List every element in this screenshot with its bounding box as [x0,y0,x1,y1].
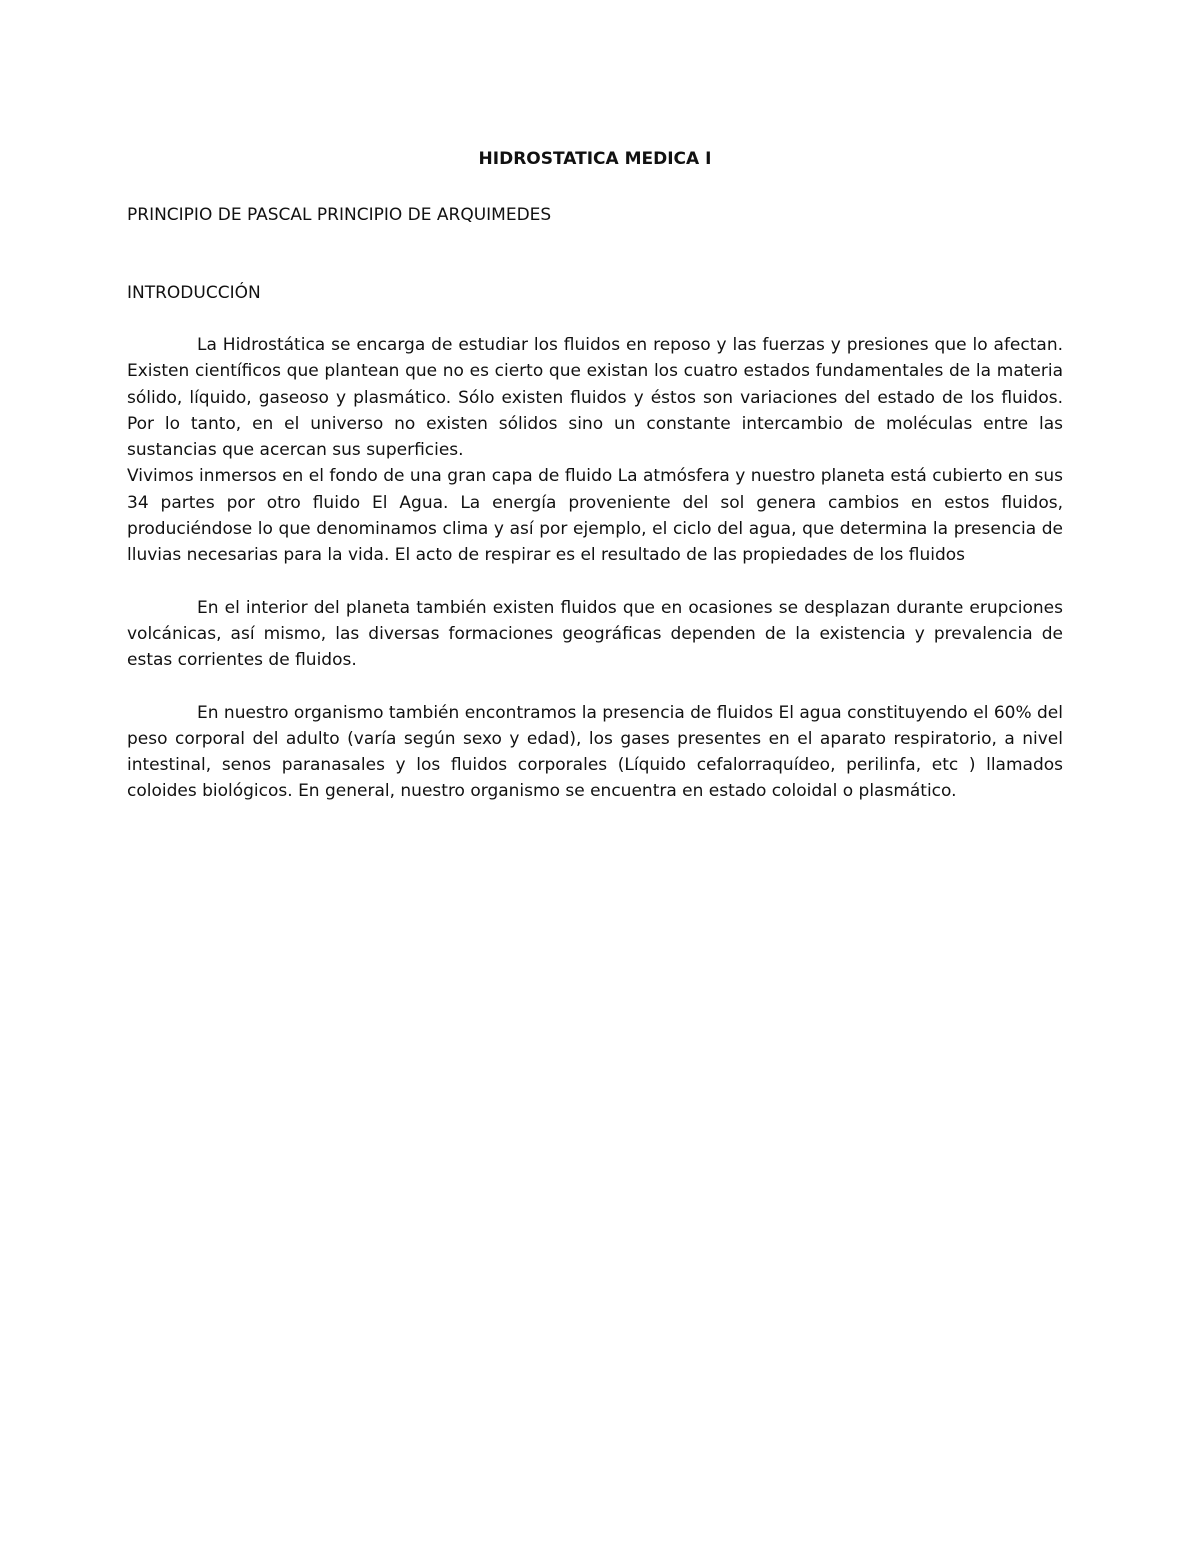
document-subtitle: PRINCIPIO DE PASCAL PRINCIPIO DE ARQUIMEDES [127,205,552,225]
paragraph-organismo: En nuestro organismo también encontramos la presencia de fluidos El agua constituyendo el 60% del peso corporal del adulto (varía según sexo y edad), los gases presentes en el aparato respiratorio, a nivel intestinal, senos paranasales y los fluidos corporales (Líquido cefalorraquídeo, perilinfa, etc ) llamados coloides biológicos. En general, nuestro organismo se encuentra en estado coloidal o plasmático. [127,702,1063,802]
paragraph-spacer [127,674,1063,700]
paragraph-atmosfera: Vivimos inmersos en el fondo de una gran capa de fluido La atmósfera y nuestro planeta está cubierto en sus 34 partes por otro fluido El Agua. La energía proveniente del sol genera cambios en estos fluidos, produciéndose lo que denominamos clima y así por ejemplo, el ciclo del agua, que determina la presencia de lluvias necesarias para la vida. El acto de respirar es el resultado de las propiedades de los fluidos [127,466,1063,566]
document-body [127,146,1063,805]
document-title: HIDROSTATICA MEDICA I [478,149,712,169]
paragraph-hidrostatica: La Hidrostática se encarga de estudiar los fluidos en reposo y las fuerzas y presiones que lo afectan. Existen científicos que plantean que no es cierto que existan los cuatro estados fundamentales de la materia sólido, líquido, gaseoso y plasmático. Sólo existen fluidos y éstos son variaciones del estado de los fluidos. Por lo tanto, en el universo no existen sólidos sino un constante intercambio de moléculas entre las sustancias que acercan sus superficies. [127,335,1063,461]
section-heading: INTRODUCCIÓN [127,283,261,303]
paragraph-interior-planeta: En el interior del planeta también existen fluidos que en ocasiones se desplazan durante erupciones volcánicas, así mismo, las diversas formaciones geográficas dependen de la existencia y prevalencia de estas corrientes de fluidos. [127,597,1063,671]
paragraph-spacer [127,569,1063,595]
